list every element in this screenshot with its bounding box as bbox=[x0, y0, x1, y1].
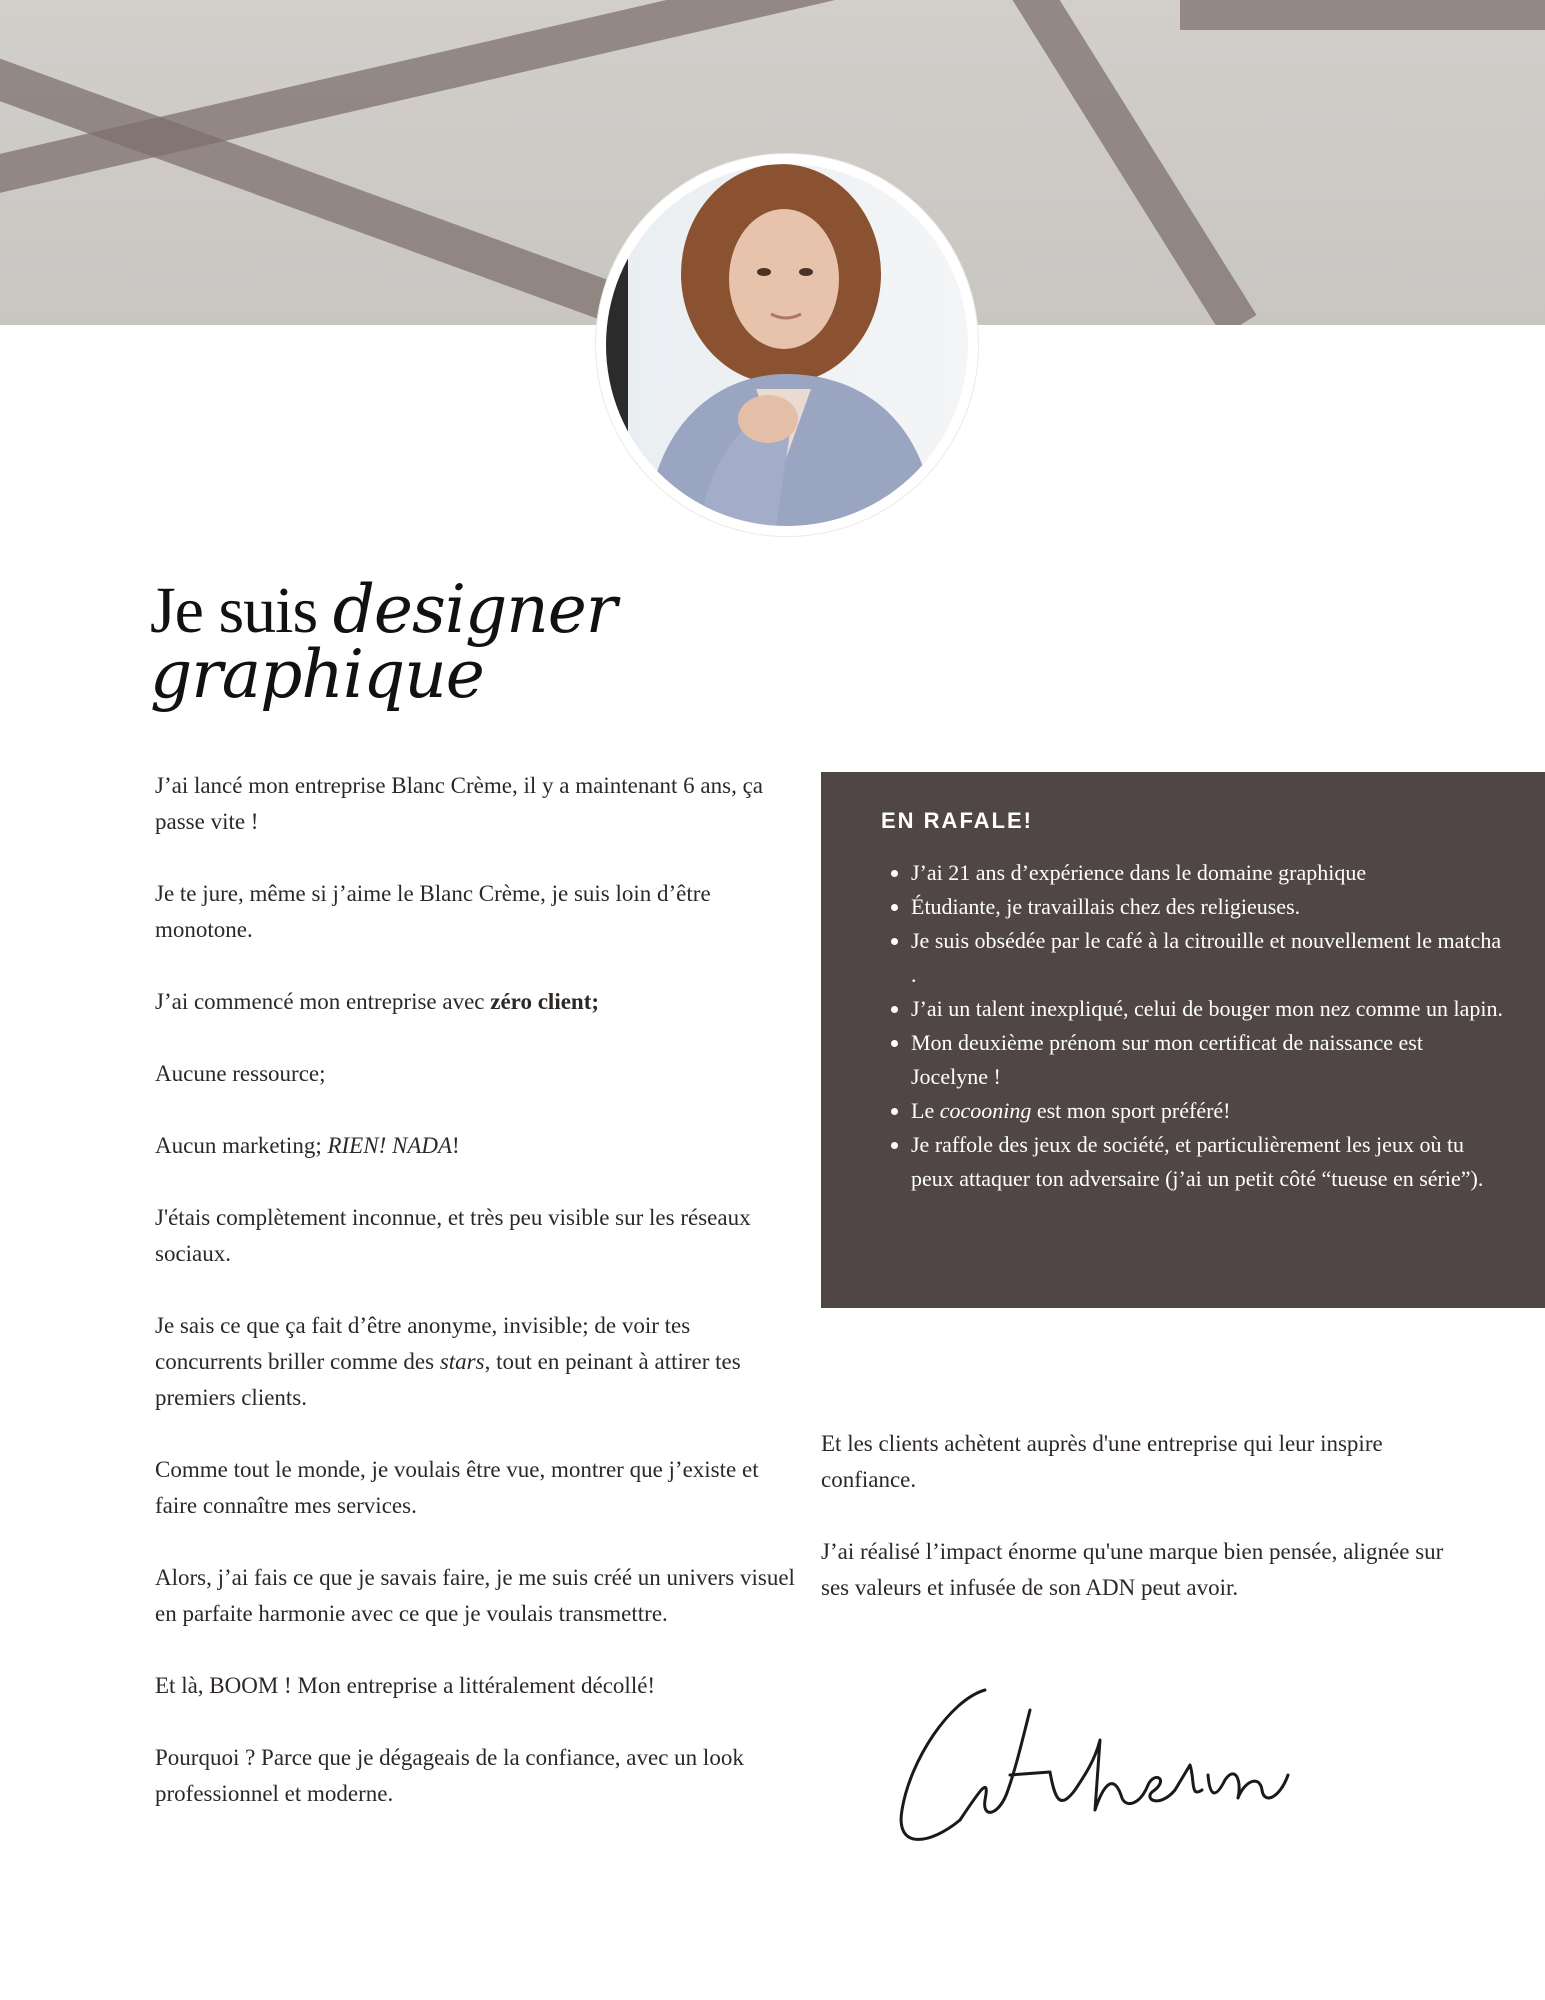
paragraph-text: Aucun marketing; bbox=[155, 1133, 328, 1158]
item-text: est mon sport préféré! bbox=[1031, 1098, 1231, 1123]
paragraph: Aucune ressource; bbox=[155, 1061, 326, 1086]
paragraph-italic: RIEN! NADA bbox=[327, 1133, 453, 1158]
item-text: Le bbox=[911, 1098, 940, 1123]
shadow-band bbox=[1000, 0, 1256, 325]
portrait-photo bbox=[596, 154, 978, 536]
paragraph: Comme tout le monde, je voulais être vue, montrer que j’existe et faire connaître mes services. bbox=[155, 1457, 759, 1518]
panel-title: EN RAFALE! bbox=[881, 808, 1033, 833]
list-item bbox=[911, 1094, 1505, 1128]
list-item: • Je raffole des jeux de société, et particulièrement les jeux où tu peux attaquer ton adversaire (j’ai un petit côté “tueuse en série”). bbox=[911, 1128, 1505, 1196]
paragraph-text: Je sais ce que ça fait d’être anonyme, invisible; de voir tes concurrents briller comme des bbox=[155, 1313, 691, 1374]
paragraph bbox=[155, 1128, 795, 1164]
list-item: • Mon deuxième prénom sur mon certificat de naissance est Jocelyne ! bbox=[911, 1026, 1505, 1094]
paragraph: J'étais complètement inconnue, et très peu visible sur les réseaux sociaux. bbox=[155, 1205, 751, 1266]
item-italic: cocooning bbox=[939, 1098, 1032, 1123]
portrait-illustration bbox=[606, 164, 968, 526]
paragraph bbox=[155, 984, 795, 1020]
signature bbox=[890, 1680, 1290, 1865]
paragraph-italic: stars bbox=[439, 1349, 485, 1374]
fun-facts-panel bbox=[821, 772, 1545, 1308]
paragraph: Je te jure, même si j’aime le Blanc Crème, je suis loin d’être monotone. bbox=[155, 881, 711, 942]
list-item: • Je suis obsédée par le café à la citrouille et nouvellement le matcha . bbox=[911, 924, 1505, 992]
paragraph: Et là, BOOM ! Mon entreprise a littéralement décollé! bbox=[155, 1673, 656, 1698]
title-italic-line1: designer bbox=[332, 571, 617, 648]
left-column bbox=[155, 768, 795, 1848]
paragraph: Pourquoi ? Parce que je dégageais de la confiance, avec un look professionnel et moderne. bbox=[155, 1745, 744, 1806]
shadow-band bbox=[1180, 0, 1545, 30]
paragraph-bold: zéro client; bbox=[490, 989, 600, 1014]
paragraph-text: J’ai commencé mon entreprise avec bbox=[155, 989, 491, 1014]
paragraph-text: ! bbox=[452, 1133, 460, 1158]
title-italic-line2: graphique bbox=[150, 636, 484, 713]
fun-facts-list bbox=[881, 856, 1505, 1196]
paragraph: Et les clients achètent auprès d'une entreprise qui leur inspire confiance. bbox=[821, 1431, 1383, 1492]
paragraph-text: , tout en peinant à attirer tes premiers clients. bbox=[155, 1349, 741, 1410]
signature-name: Catherine bbox=[1087, 1855, 1093, 1856]
paragraph: J’ai réalisé l’impact énorme qu'une marque bien pensée, alignée sur ses valeurs et infusée de son ADN peut avoir. bbox=[821, 1539, 1444, 1600]
paragraph: Alors, j’ai fais ce que je savais faire, je me suis créé un univers visuel en parfaite harmonie avec ce que je voulais transmettre. bbox=[155, 1565, 795, 1626]
page-title bbox=[150, 571, 850, 713]
paragraph bbox=[155, 1308, 795, 1416]
title-regular: Je suis bbox=[150, 574, 333, 647]
list-item: • Étudiante, je travaillais chez des religieuses. bbox=[911, 890, 1505, 924]
paragraph: J’ai lancé mon entreprise Blanc Crème, il y a maintenant 6 ans, ça passe vite ! bbox=[155, 773, 763, 834]
list-item: • J’ai un talent inexpliqué, celui de bouger mon nez comme un lapin. bbox=[911, 992, 1505, 1026]
signature-graphic bbox=[890, 1680, 1290, 1860]
right-column bbox=[821, 1426, 1471, 1642]
list-item: • J’ai 21 ans d’expérience dans le domaine graphique bbox=[911, 856, 1505, 890]
